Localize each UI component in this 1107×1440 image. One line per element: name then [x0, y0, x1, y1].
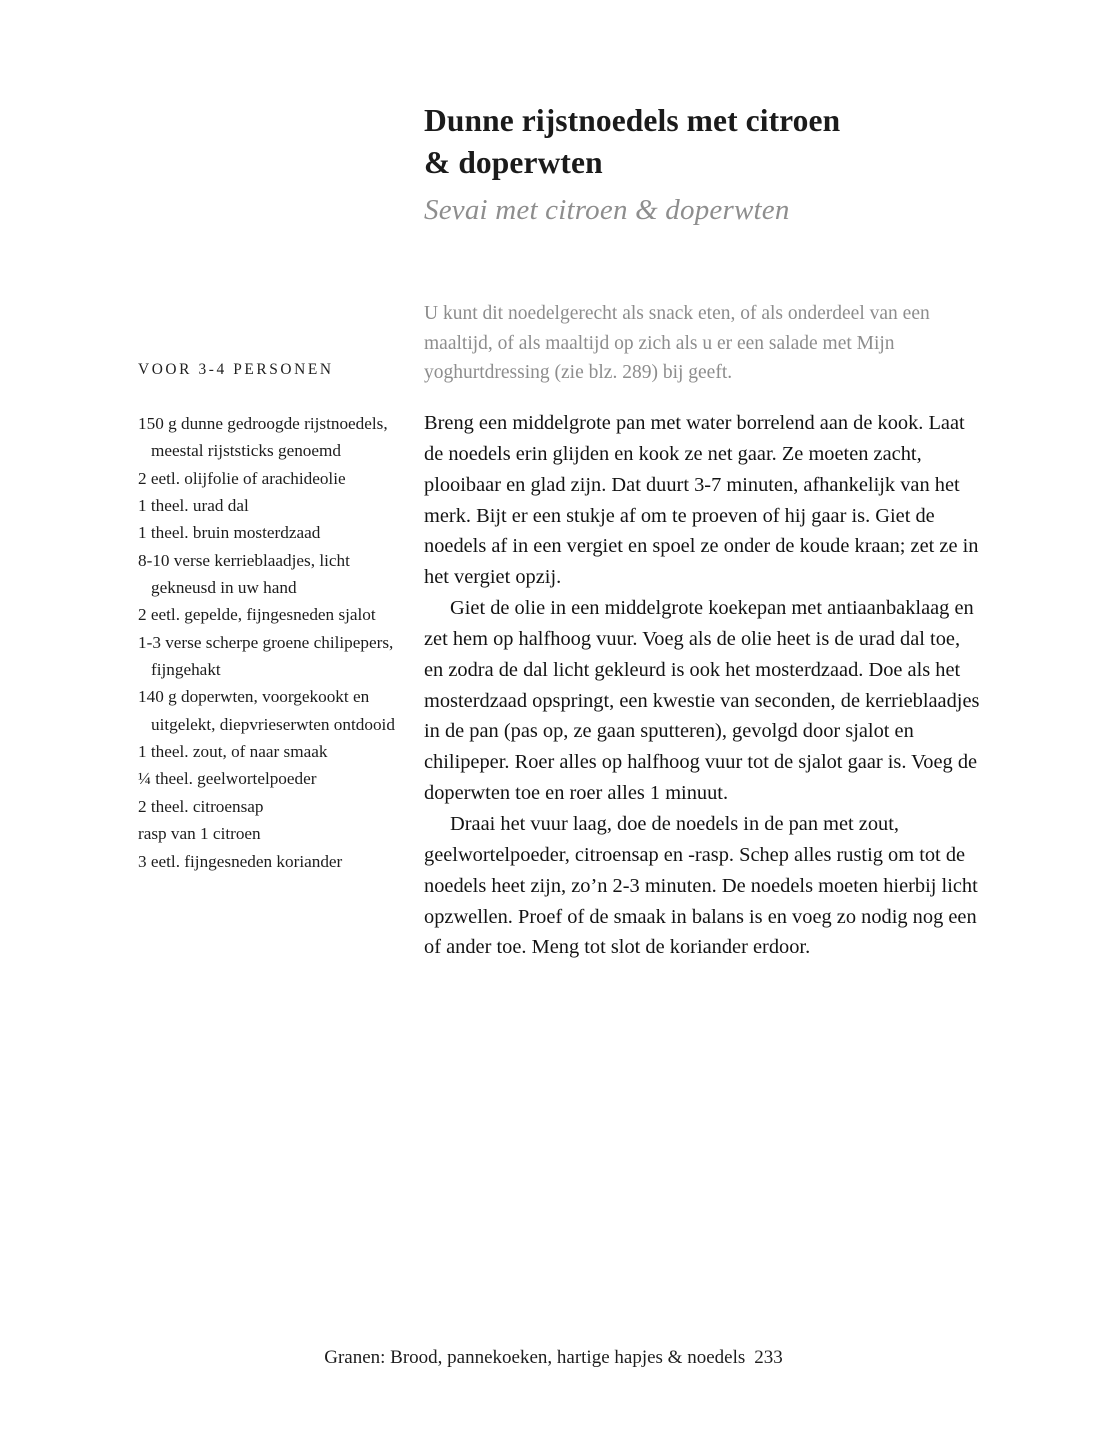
instructions [424, 408, 980, 963]
list-item: ¼ theel. geelwortelpoeder [138, 769, 317, 789]
list-item: 1 theel. bruin mosterdzaad [138, 523, 321, 543]
instruction-paragraph: Giet de olie in een middelgrote koekepan met antiaanbaklaag en zet hem op halfhoog vuur. Voeg als de olie heet is de urad dal toe, en zodra de dal licht gekleurd is ook het mosterdzaad. Doe als het mosterdzaad opspringt, een kwestie van seconden, de kerrieblaadjes in de pan (pas op, ze gaan sputteren), gevolgd door sjalot en chilipeper. Roer alles op halfhoog vuur tot de sjalot gaar is. Voeg de doperwten toe en roer alles 1 minuut. [424, 597, 980, 805]
list-item: 150 g dunne gedroogde rijstnoedels, meestal rijststicks genoemd [138, 414, 388, 461]
list-item: 2 eetl. gepelde, fijngesneden sjalot [138, 605, 376, 625]
ingredients-list [138, 410, 410, 875]
list-item: 8-10 verse kerrieblaadjes, licht gekneusd in uw hand [138, 550, 350, 598]
list-item: rasp van 1 citroen [138, 824, 261, 844]
list-item: 2 theel. citroensap [138, 796, 264, 816]
title-block [424, 100, 984, 230]
footer-page-number: 233 [754, 1347, 783, 1368]
recipe-subtitle: Sevai met citroen & doperwten [424, 194, 790, 226]
servings-label: VOOR 3-4 PERSONEN [138, 361, 334, 378]
recipe-intro: U kunt dit noedelgerecht als snack eten, of als onderdeel van een maaltijd, of als maaltijd op zich als u er een salade met Mijn yoghurtdressing (zie blz. 289) bij geeft. [424, 303, 930, 384]
list-item: 1-3 verse scherpe groene chilipepers, fijngehakt [138, 632, 394, 680]
list-item: 1 theel. zout, of naar smaak [138, 742, 328, 762]
recipe-title-line-1: Dunne rijstnoedels met citroen [424, 103, 841, 138]
page-title [424, 100, 984, 184]
instruction-paragraph: Breng een middelgrote pan met water borrelend aan de kook. Laat de noedels erin glijden en kook ze net gaar. Ze moeten zacht, plooibaar en glad zijn. Dat duurt 3-7 minuten, afhankelijk van het merk. Bijt er een stukje af om te proeven of hij gaar is. Giet de noedels af in een vergiet en spoel ze onder de koude kraan; zet ze in het vergiet opzij. [424, 412, 979, 589]
instruction-paragraph: Draai het vuur laag, doe de noedels in de pan met zout, geelwortelpoeder, citroensap en -rasp. Schep alles rustig om tot de noedels heet zijn, zo’n 2-3 minuten. De noedels moeten hierbij licht opzwellen. Proef of de smaak in balans is en voeg zo nodig nog een of ander toe. Meng tot slot de koriander erdoor. [424, 812, 978, 959]
list-item: 1 theel. urad dal [138, 496, 249, 516]
list-item: 2 eetl. olijfolie of arachideolie [138, 468, 346, 488]
list-item: 3 eetl. fijngesneden koriander [138, 851, 343, 871]
page-footer [0, 1345, 1107, 1371]
list-item: 140 g doperwten, voorgekookt en uitgelekt, diepvrieserwten ontdooid [138, 687, 395, 734]
footer-chapter: Granen: Brood, pannekoeken, hartige hapjes & noedels [324, 1347, 746, 1368]
recipe-title-line-2: & doperwten [424, 145, 603, 180]
